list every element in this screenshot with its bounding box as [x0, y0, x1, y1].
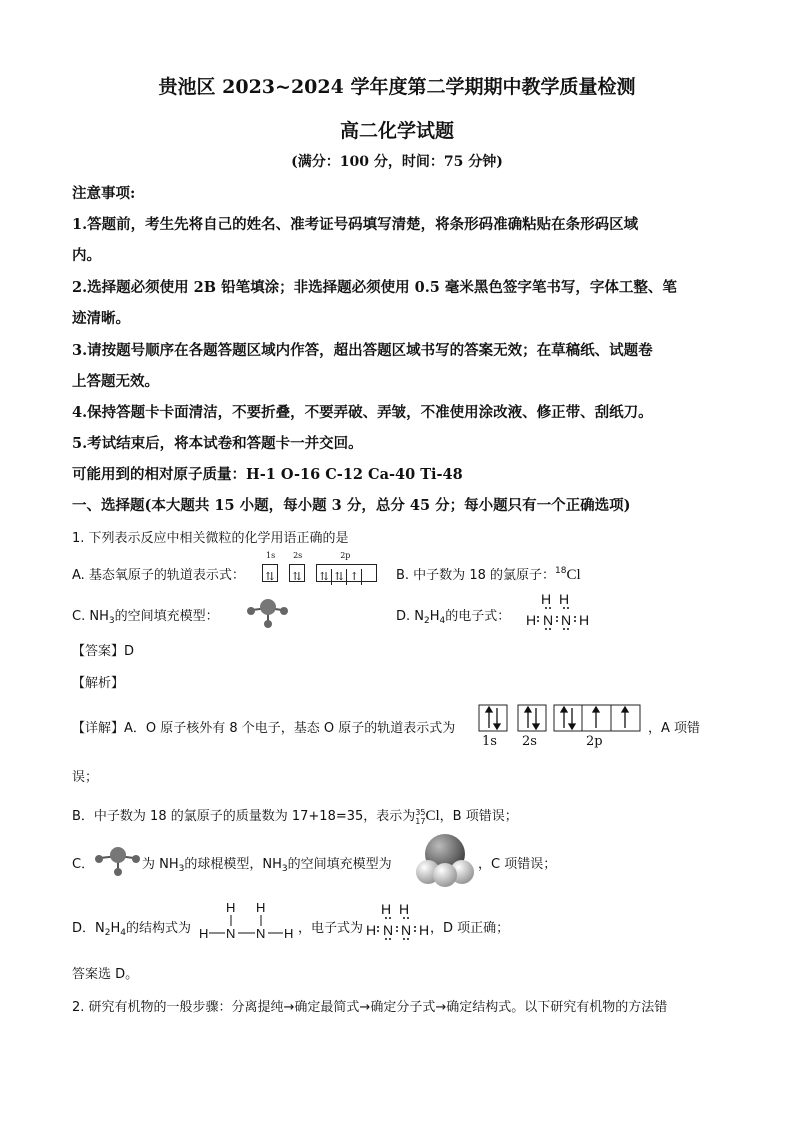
- answer-label: 【答案】D: [72, 644, 135, 659]
- ball-stick-model-icon: [94, 844, 142, 878]
- orbital-label: 2p: [340, 551, 351, 560]
- svg-text:N: N: [383, 922, 394, 938]
- detail-b: B．中子数为 18 的氯原子的质量数为 17+18=35，表示为35 17Cl，B 项错误；: [72, 808, 518, 826]
- svg-text:H: H: [256, 900, 266, 915]
- page-title: 贵池区 2023~2024 学年度第二学期期中教学质量检测: [158, 76, 636, 98]
- detail-d-mid: ，电子式为: [298, 921, 364, 936]
- option-b: B. 中子数为 18 的氯原子：$^{18}$Cl: [396, 566, 581, 583]
- option-a: A. 基态氧原子的轨道表示式：: [72, 568, 245, 583]
- svg-text:H: H: [399, 901, 410, 917]
- notice-heading: 注意事项:: [72, 185, 136, 202]
- svg-text:H: H: [541, 591, 552, 607]
- orbital-diagram-large: [478, 704, 642, 754]
- svg-text:H: H: [366, 922, 377, 938]
- detail-d: D．$N_2H_4$的结构式为: [72, 921, 192, 938]
- section-heading: 一、选择题(本大题共 15 小题，每小题 3 分，总分 45 分；每小题只有一个正确选项): [72, 497, 631, 514]
- orbital-label: 1s: [482, 734, 497, 749]
- svg-text:N: N: [226, 926, 236, 941]
- notice-line: 迹清晰。: [72, 310, 130, 327]
- detail-a: 【详解】A．O 原子核外有 8 个电子，基态 O 原子的轨道表示式为: [72, 721, 456, 736]
- detail-c-end: ，C 项错误；: [478, 857, 557, 872]
- orbital-label: 2p: [586, 734, 603, 749]
- orbital-label: 2s: [522, 734, 537, 749]
- electron-formula-icon: [364, 900, 434, 940]
- notice-line: 4.保持答题卡卡面清洁，不要折叠，不要弄破、弄皱，不准使用涂改液、修正带、刮纸刀。: [72, 404, 653, 421]
- notice-line: 1.答题前，考生先将自己的姓名、准考证号码填写清楚，将条形码准确粘贴在条形码区域: [72, 216, 639, 233]
- svg-text:H: H: [526, 612, 537, 628]
- structural-formula-icon: [198, 898, 298, 942]
- ball-stick-model-icon: [246, 596, 290, 630]
- svg-text:H: H: [579, 612, 590, 628]
- svg-text:H: H: [419, 922, 430, 938]
- svg-text:H: H: [284, 926, 294, 941]
- detail-c: 为 $NH_3$的球棍模型，$NH_3$的空间填充模型为: [142, 857, 392, 874]
- page-subtitle: 高二化学试题: [339, 120, 454, 142]
- svg-text:H: H: [226, 900, 236, 915]
- svg-text:H: H: [381, 901, 392, 917]
- detail-a-end: ，A 项错: [648, 721, 701, 736]
- conclusion: 答案选 D。: [72, 967, 139, 982]
- notice-line: 上答题无效。: [72, 373, 159, 390]
- svg-text:N: N: [561, 612, 572, 628]
- svg-text:N: N: [401, 922, 412, 938]
- notice-line: 3.请按题号顺序在各题答题区域内作答，超出答题区域书写的答案无效；在草稿纸、试题卷: [72, 342, 653, 359]
- svg-text:H: H: [199, 926, 209, 941]
- notice-line: 内。: [72, 247, 101, 264]
- svg-text:N: N: [543, 612, 554, 628]
- orbital-diagram-small: 1s ⇅ 2s ⇅ 2p ⇅ ⇅ ↑: [262, 562, 377, 582]
- analysis-label: 【解析】: [72, 676, 125, 691]
- svg-text:N: N: [256, 926, 266, 941]
- svg-text:H: H: [559, 591, 570, 607]
- question-stem: 2. 研究有机物的一般步骤：分离提纯→确定最简式→确定分子式→确定结构式。以下研究有机物的方法错: [72, 1000, 668, 1015]
- detail-a-wrap: 误；: [72, 770, 99, 785]
- detail-c-prefix: C．: [72, 857, 95, 872]
- question-stem: 1. 下列表示反应中相关微粒的化学用语正确的是: [72, 531, 349, 546]
- notice-line: 2.选择题必须使用 2B 铅笔填涂；非选择题必须使用 0.5 毫米黑色签字笔书写，字体工整、笔: [72, 279, 677, 296]
- option-d: D. $N_2H_4$的电子式：: [396, 609, 511, 626]
- orbital-label: 1s: [266, 551, 276, 560]
- atomic-masses: 可能用到的相对原子质量：H-1 O-16 C-12 Ca-40 Ti-48: [72, 466, 463, 483]
- option-c: C. $NH_3$的空间填充模型：: [72, 609, 219, 626]
- space-filling-model-icon: [414, 832, 476, 888]
- detail-d-end: ，D 项正确；: [430, 921, 510, 936]
- notice-line: 5.考试结束后，将本试卷和答题卡一并交回。: [72, 435, 363, 452]
- electron-formula-icon: [524, 590, 594, 630]
- exam-meta: (满分：100 分，时间：75 分钟): [291, 154, 503, 170]
- orbital-label: 2s: [293, 551, 303, 560]
